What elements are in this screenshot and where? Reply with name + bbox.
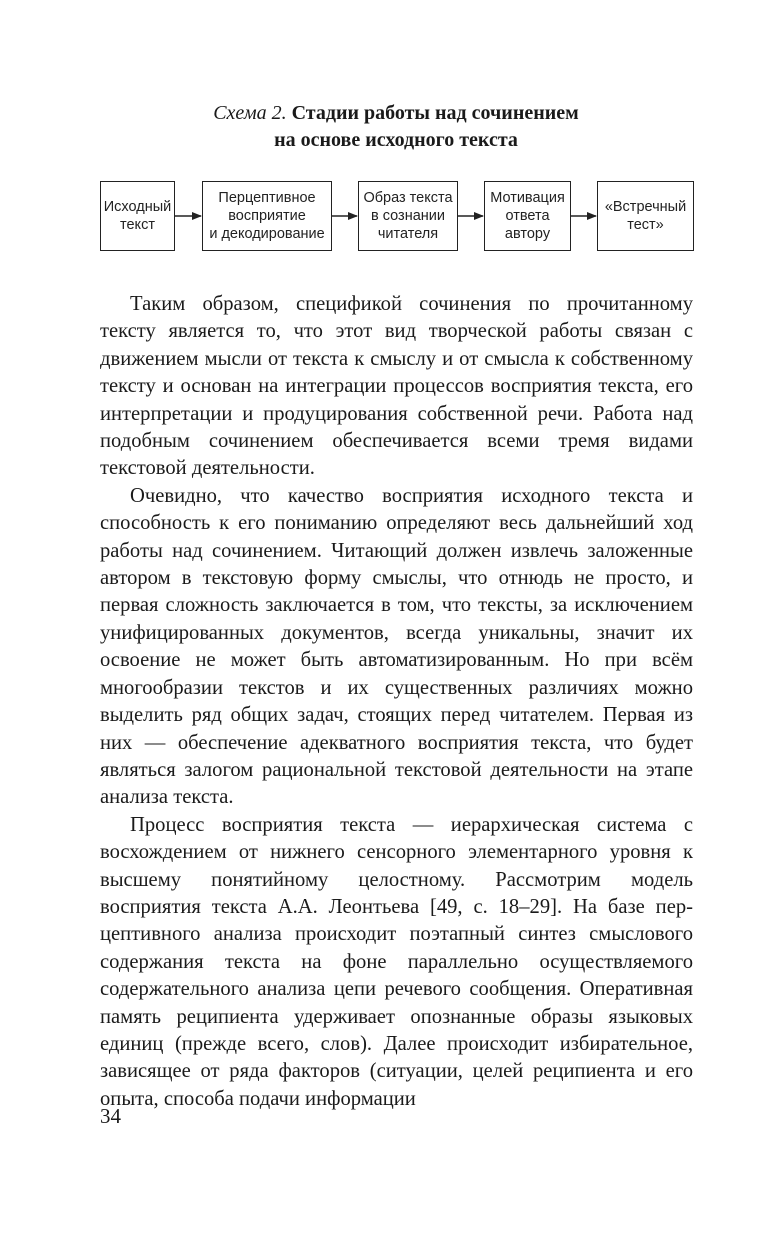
stage-box-counter-text [597,181,694,251]
paragraph-3: Процесс восприятия текста — иерархическая система с восхождением от нижнего сенсорного элементарного уровня к высшему понятийному целостному. Рассмотрим модель восприятия текста А.А. Леонтьева [49, с. 18–29]. На базе перцептивного анализа происходит поэтапный синтез смыслового содержания текста на фоне параллельно осуществляемого содержательного анализа цепи речевого сообщения. Оперативная память реципиента удерживает опознанные образы языковых единиц (прежде всего, слов). Далее происходит избирательное, зависящее от ряда факторов (ситуации, целей реципиента и его опыта, способа подачи информации [100,813,693,1110]
stage-box-motivation [484,181,571,251]
stage-box-perceptive [202,181,332,251]
paragraph-2: Очевидно, что качество восприятия исходного текста и способность к его пониманию определяют весь дальнейший ход работы над сочинением. Читающий должен извлечь заложенные автором в текстовую форму смыслы, что отнюдь не просто, и первая сложность заключается в том, что тексты, за исключением унифицированных документов, всегда уникальны, значит их освоение не может быть автоматизированным. Но при всём многообразии текстов и их существенных различиях можно выделить ряд общих задач, стоящих перед читателем. Первая из них — обеспечение адекватного восприятия текста, что будет являться залогом рациональной текстовой деятельности на этапе анализа текста. [100,484,693,809]
body-text [100,291,693,1113]
scheme-title-part1: Стадии работы над сочинением [291,102,579,124]
stage-label-text-image: Образ текста в сознании читателя [363,190,453,242]
stage-label-source-text: Исходный текст [103,199,172,233]
stage-label-perceptive: Перцептивное восприятие и декодирование [209,190,325,242]
scheme-label: Схема 2. [213,102,287,124]
caption-line-1 [100,100,692,127]
stage-label-motivation: Мотивация ответа автору [490,190,565,242]
stage-label-counter-text: «Встречный тест» [604,199,687,233]
figure-caption [100,100,692,154]
page-number: 34 [100,1104,121,1128]
scheme-title-part2: на основе исходного текста [274,129,518,151]
paragraph-1: Таким образом, спецификой сочинения по прочитанному тексту является то, что этот вид творческой работы связан с движением мысли от текста к смыслу и от смысла к собственному тексту и основан на интеграции процессов восприятия текста, его интерпретации и продуцирования собственной речи. Работа над подобным сочинением обеспечивается всеми тремя видами текстовой деятельности. [100,293,693,480]
stage-box-text-image [358,181,458,251]
stage-box-source-text [100,181,175,251]
